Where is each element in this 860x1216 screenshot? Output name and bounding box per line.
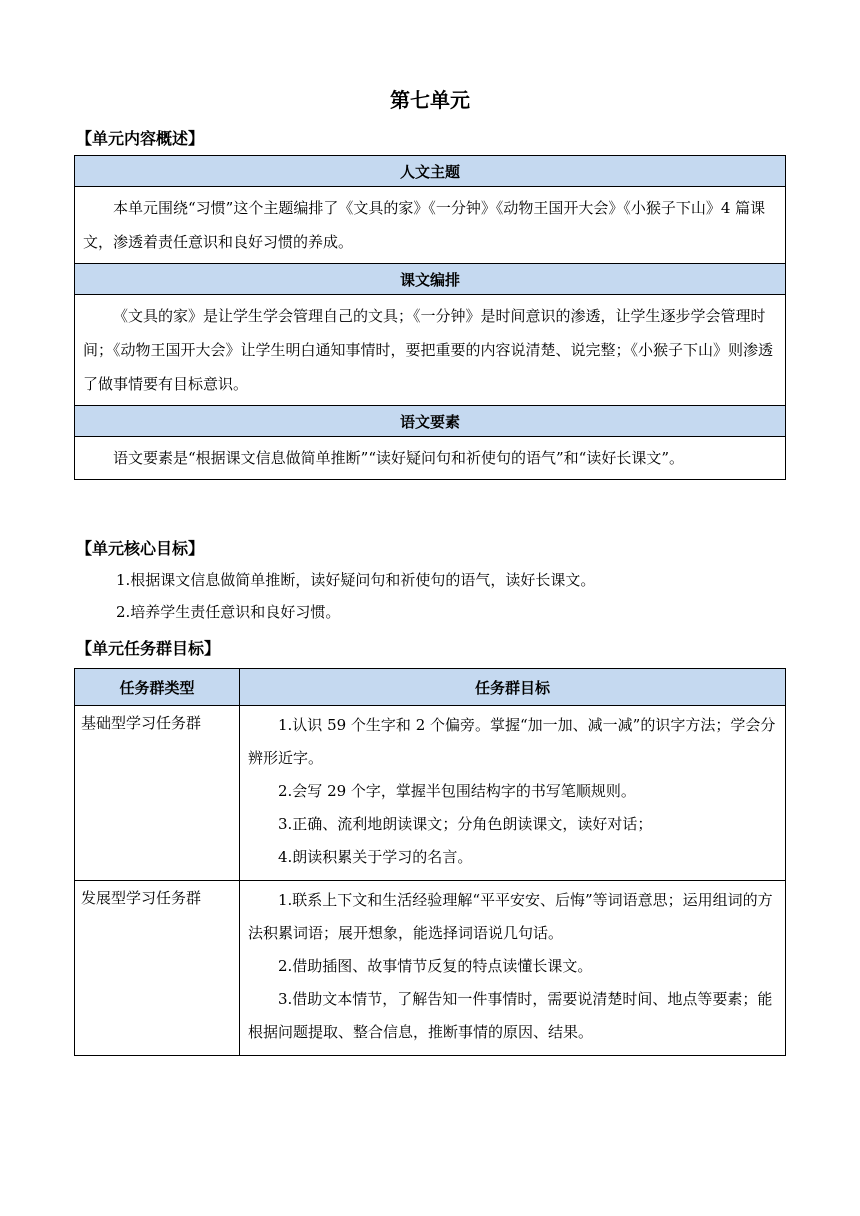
list-item: 3.正确、流利地朗读课文；分角色朗读课文，读好对话；: [278, 815, 653, 833]
section-header-arrangement: 课文编排: [75, 264, 786, 295]
list-item: 1.认识 59 个生字和 2 个偏旁。掌握“加一加、减一减”的识字方法；学会分辨形近字。: [248, 716, 776, 767]
overview-table: [74, 155, 786, 480]
core-goals-heading: 【单元核心目标】: [76, 539, 205, 558]
task-goals-cell: [240, 881, 786, 1056]
list-item: 4.朗读积累关于学习的名言。: [278, 848, 473, 866]
page-title: 第七单元: [390, 88, 470, 112]
table-row: [75, 706, 786, 881]
task-goals-heading: 【单元任务群目标】: [76, 639, 221, 658]
task-type-cell: 基础型学习任务群: [75, 706, 240, 881]
section-body-arrangement: 《文具的家》是让学生学会管理自己的文具；《一分钟》是时间意识的渗透，让学生逐步学会管理时间；《动物王国开大会》让学生明白通知事情时，要把重要的内容说清楚、说完整；《小猴子下山》则渗透了做事情要有目标意识。: [75, 295, 786, 406]
column-header-goals: 任务群目标: [240, 669, 786, 706]
task-type-cell: 发展型学习任务群: [75, 881, 240, 1056]
section-body-elements: 语文要素是“根据课文信息做简单推断”“读好疑问句和祈使句的语气”和“读好长课文”。: [75, 437, 786, 480]
column-header-type: 任务群类型: [75, 669, 240, 706]
table-row: [75, 881, 786, 1056]
list-item: 1.联系上下文和生活经验理解“平平安安、后悔”等词语意思；运用组词的方法积累词语；展开想象，能选择词语说几句话。: [248, 891, 773, 942]
section-header-elements: 语文要素: [75, 406, 786, 437]
section-body-theme: 本单元围绕“习惯”这个主题编排了《文具的家》《一分钟》《动物王国开大会》《小猴子下山》4 篇课文，渗透着责任意识和良好习惯的养成。: [75, 187, 786, 264]
task-goals-cell: [240, 706, 786, 881]
section-header-theme: 人文主题: [75, 156, 786, 187]
overview-heading: 【单元内容概述】: [76, 129, 205, 148]
core-goal-item: 2.培养学生责任意识和良好习惯。: [116, 603, 341, 621]
list-item: 2.会写 29 个字，掌握半包围结构字的书写笔顺规则。: [278, 782, 636, 800]
list-item: 3.借助文本情节，了解告知一件事情时，需要说清楚时间、地点等要素；能根据问题提取、整合信息，推断事情的原因、结果。: [248, 990, 773, 1041]
task-goals-table: [74, 668, 786, 1056]
core-goal-item: 1.根据课文信息做简单推断，读好疑问句和祈使句的语气，读好长课文。: [116, 571, 596, 589]
list-item: 2.借助插图、故事情节反复的特点读懂长课文。: [278, 957, 593, 975]
